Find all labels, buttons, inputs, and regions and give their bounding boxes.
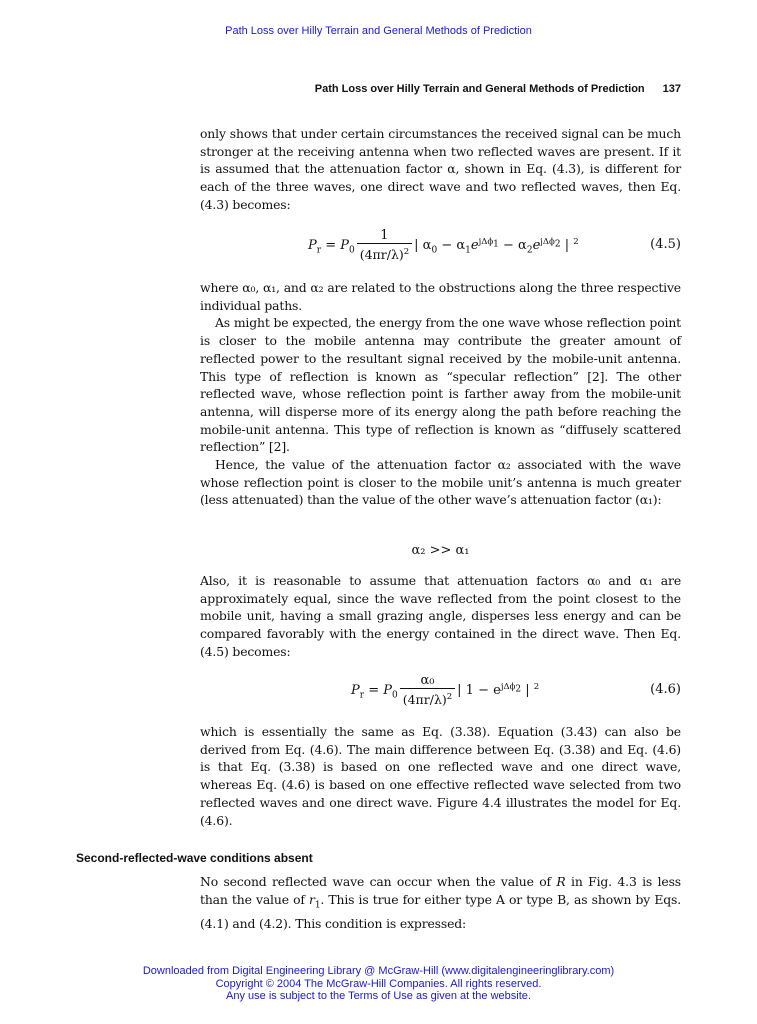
footer-copyright: Copyright © 2004 The McGraw-Hill Companies. All rights reserved.	[215, 977, 542, 990]
top-title-link[interactable]: Path Loss over Hilly Terrain and General Methods of Prediction	[225, 25, 532, 37]
paragraph-6	[200, 723, 681, 829]
equation-expression: $P_r = P_0$ $\frac{1}{(4\pi r/\lambda)^2}$ | $\alpha_0 - \alpha_1e^{j\Delta\phi_1} - \alpha_2e^{j\Delta\phi_2}$ | $^2$	[308, 228, 579, 263]
inequality-text: α₂ >> α₁	[411, 543, 470, 558]
equation-4-5	[200, 228, 681, 268]
equation-fraction: $\frac{\text{α₀}}{(4\pi r/\lambda)^2}$	[400, 673, 455, 708]
paragraph-text: Hence, the value of the attenuation factor α₂ associated with the wave whose reflection point is closer to the mobile unit’s antenna is much greater (less attenuated) than the value of the other wave’s attenuation factor (α₁):	[200, 457, 681, 508]
paragraph-2	[200, 279, 681, 509]
paragraph-5	[200, 572, 681, 661]
equation-number: (4.6)	[650, 682, 681, 697]
equation-fraction: $\frac{1}{(4\pi r/\lambda)^2}$	[357, 228, 412, 263]
paragraph-text: where α₀, α₁, and α₂ are related to the obstructions along the three respective individual paths.	[200, 280, 681, 313]
equation-4-6	[200, 673, 681, 713]
inequality	[200, 543, 681, 558]
equation-number: (4.5)	[650, 237, 681, 252]
paragraph-text: which is essentially the same as Eq. (3.38). Equation (3.43) can also be derived from Eq. (4.6). The main difference between Eq. (3.38) and Eq. (4.6) is that Eq. (3.38) is based on one reflected wave and one direct wave, whereas Eq. (4.6) is based on one effective reflected wave selected from two reflected waves and one direct wave. Figure 4.4 illustrates the model for Eq. (4.6).	[200, 724, 681, 828]
footer-download-link[interactable]: Downloaded from Digital Engineering Library @ McGraw-Hill (www.digitalengineeringlibrary.com)	[142, 965, 615, 977]
footer-terms-link[interactable]: Any use is subject to the Terms of Use as given at the website.	[226, 990, 531, 1002]
paragraph-7	[200, 873, 681, 933]
paragraph-text: As might be expected, the energy from the one wave whose reflection point is closer to the mobile antenna may contribute the greater amount of reflected power to the resultant signal received by the mobile-unit antenna. This type of reflection is known as “specular reflection” [2]. The other reflected wave, whose reflection point is farther away from the mobile-unit antenna, will disperse more of its energy along the path before reaching the mobile-unit antenna. This type of reflection is known as “diffusely scattered reflection” [2].	[200, 315, 681, 455]
paragraph-text: No second reflected wave can occur when the value of R in Fig. 4.3 is less than the value of $r_1$. This is true for either type A or type B, as shown by Eqs. (4.1) and (4.2). This condition is expressed:	[200, 874, 682, 931]
section-heading: Second-reflected-wave conditions absent	[76, 851, 313, 865]
running-head-title: Path Loss over Hilly Terrain and General Methods of Prediction	[314, 83, 645, 95]
paragraph-text: Also, it is reasonable to assume that attenuation factors α₀ and α₁ are approximately equal, since the wave reflected from the point closest to the mobile unit, having a small grazing angle, disperses less energy and can be compared favorably with the energy contained in the direct wave. Then Eq. (4.5) becomes:	[200, 573, 681, 659]
paragraph-1	[200, 125, 681, 214]
running-head	[200, 83, 681, 95]
equation-expression: $P_r = P_0$ $\frac{\text{α₀}}{(4\pi r/\lambda)^2}$ | $1 - e^{j\Delta\phi_2}$ | $^2$	[351, 673, 540, 708]
page-number: 137	[662, 83, 681, 95]
footer	[0, 965, 757, 1003]
paragraph-text: only shows that under certain circumstances the received signal can be much stronger at the receiving antenna when two reflected waves are present. If it is assumed that the attenuation factor α, shown in Eq. (4.3), is different for each of the three waves, one direct wave and two reflected waves, then Eq. (4.3) becomes:	[200, 126, 681, 212]
